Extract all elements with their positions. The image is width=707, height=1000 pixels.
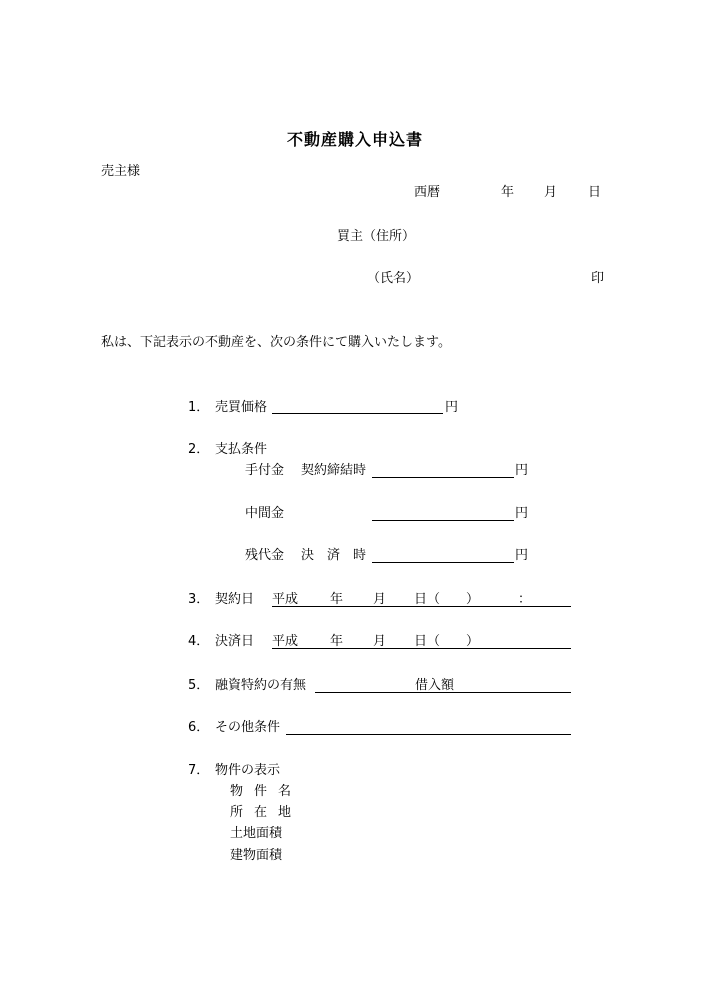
property-location-label: 所在地 bbox=[230, 805, 303, 820]
date-month: 月 bbox=[544, 185, 558, 200]
price-field-line bbox=[272, 413, 443, 414]
other-conditions-line bbox=[286, 734, 571, 735]
item-number-7: 7． bbox=[188, 763, 210, 778]
price-label: 売買価格 bbox=[215, 400, 268, 415]
seal-mark: 印 bbox=[591, 271, 605, 286]
item-number-1: 1． bbox=[188, 400, 210, 415]
date-day: 日 bbox=[588, 185, 602, 200]
item-number-6: 6． bbox=[188, 720, 210, 735]
contract-date-month: 月 bbox=[373, 592, 387, 607]
item-number-4: 4． bbox=[188, 634, 210, 649]
contract-date-year: 年 bbox=[330, 592, 344, 607]
deposit-unit: 円 bbox=[515, 463, 529, 478]
contract-date-close-paren: ） bbox=[466, 592, 480, 607]
deposit-label: 手付金 bbox=[245, 463, 285, 478]
price-unit: 円 bbox=[445, 400, 459, 415]
buyer-address-label: 買主（住所） bbox=[337, 229, 416, 244]
balance-label: 残代金 bbox=[245, 548, 285, 563]
settlement-date-close-paren: ） bbox=[466, 634, 480, 649]
item-number-2: 2． bbox=[188, 442, 210, 457]
settlement-date-year: 年 bbox=[330, 634, 344, 649]
balance-unit: 円 bbox=[515, 548, 529, 563]
settlement-date-day: 日（ bbox=[414, 634, 441, 649]
payment-terms-label: 支払条件 bbox=[215, 442, 268, 457]
buyer-name-label: （氏名） bbox=[367, 271, 420, 286]
balance-timing: 決 済 時 bbox=[301, 548, 367, 563]
balance-field-line bbox=[372, 562, 514, 563]
document-title: 不動産購入申込書 bbox=[287, 130, 424, 149]
building-area-label: 建物面積 bbox=[230, 848, 283, 863]
deposit-field-line bbox=[372, 477, 514, 478]
interim-label: 中間金 bbox=[245, 506, 285, 521]
interim-field-line bbox=[372, 520, 514, 521]
settlement-date-month: 月 bbox=[373, 634, 387, 649]
other-conditions-label: その他条件 bbox=[215, 720, 281, 735]
addressee: 売主様 bbox=[101, 164, 141, 179]
date-era: 西暦 bbox=[414, 185, 441, 200]
property-name-label: 物件名 bbox=[230, 784, 303, 799]
contract-date-label: 契約日 bbox=[215, 592, 255, 607]
loan-contingency-label: 融資特約の有無 bbox=[215, 678, 307, 693]
loan-amount-label: 借入額 bbox=[415, 678, 455, 693]
settlement-date-era: 平成 bbox=[272, 634, 299, 649]
settlement-date-label: 決済日 bbox=[215, 634, 255, 649]
interim-unit: 円 bbox=[515, 506, 529, 521]
contract-date-era: 平成 bbox=[272, 592, 299, 607]
item-number-5: 5． bbox=[188, 678, 210, 693]
deposit-timing: 契約締結時 bbox=[301, 463, 367, 478]
contract-time-colon: ： bbox=[518, 592, 532, 607]
date-year: 年 bbox=[501, 185, 515, 200]
item-number-3: 3． bbox=[188, 592, 210, 607]
land-area-label: 土地面積 bbox=[230, 826, 283, 841]
property-description-label: 物件の表示 bbox=[215, 763, 281, 778]
contract-date-day: 日（ bbox=[414, 592, 441, 607]
intro-text: 私は、下記表示の不動産を、次の条件にて購入いたします。 bbox=[101, 335, 451, 350]
